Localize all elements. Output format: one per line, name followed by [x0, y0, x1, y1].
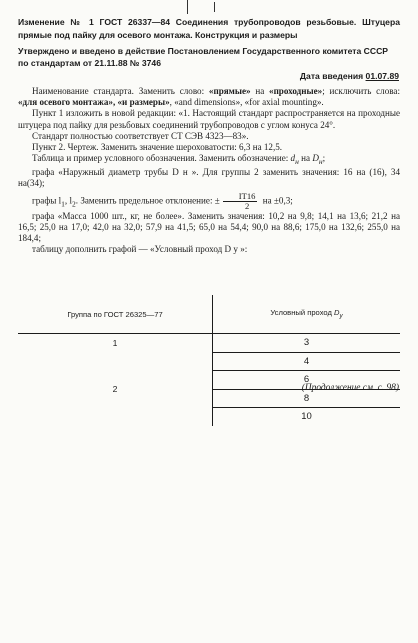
bore-cell: 6: [213, 371, 401, 390]
paragraph-tolerance: графы $l_1$, $l_2$. Заменить предельное отклонение: ± $\frac{IT16}{2}$ на ±0,3;: [32, 190, 293, 211]
paragraph-designation: Таблица и пример условного обозначения. Заменить обозначение: $d_н$ на $D_н$;: [32, 153, 326, 167]
continuation-note: (Продолжение см. с. 98): [301, 383, 399, 393]
column-header-bore: Условный проход $D_у$: [213, 295, 401, 334]
column-header-group: Группа по ГОСТ 26325—77: [18, 295, 213, 334]
bore-cell: 8: [213, 389, 401, 408]
table-row: [18, 352, 400, 371]
binding-mark: [214, 2, 215, 12]
amendment-body: [18, 86, 400, 255]
paragraph-roughness: Пункт 2. Чертеж. Заменить значение шероховатости: 6,3 на 12,5.: [32, 142, 283, 153]
bore-cell: 3: [213, 334, 401, 353]
amendment-title: Изменение № 1 ГОСТ 26337—84 Соединения трубопроводов резьбовые. Штуцера прямые под пайку для осевого монтажа. Конструкция и размеры: [18, 17, 400, 40]
paragraph-title-change: Наименование стандарта. Заменить слово: «прямые» на «проходные»; исключить слова: «для осевого монтажа», «и размеры», «and dimensions», «for axial mounting».: [18, 86, 400, 108]
tolerance-fraction: $\frac{IT16}{2}$: [223, 192, 258, 211]
paragraph-new-column: таблицу дополнить графой — «Условный проход D y »:: [32, 244, 248, 255]
date-label: Дата введения: [299, 71, 364, 81]
approval-note: Утверждено и введено в действие Постановлением Государственного комитета СССР по стандартам от 21.11.88 № 3746: [18, 46, 389, 68]
paragraph-tube-diameter: графа «Наружный диаметр трубы D н ». Для группы 2 заменить значения: 16 на (16), 34 на(34);: [18, 167, 400, 189]
table-header-row: [18, 295, 400, 334]
nominal-bore-table: [18, 295, 400, 426]
group-cell: 2: [112, 383, 118, 394]
date-value: 01.07.89: [365, 71, 399, 81]
paragraph-item1: Пункт 1 изложить в новой редакции: «1. Настоящий стандарт распространяется на проходные штуцера под пайку для резьбовых соединений трубопроводов с углом конуса 24°.: [18, 108, 400, 130]
binding-mark: [187, 0, 188, 14]
table-row: [18, 334, 400, 353]
group-cell: 1: [112, 338, 118, 348]
effective-date: [300, 71, 399, 81]
paragraph-mass: графа «Масса 1000 шт., кг, не более». Заменить значения: 10,2 на 9,8; 14,1 на 13,6; 21,2 на 16,5; 25,0 на 17,0; 42,0 на 32,0; 57,9 на 41,5; 65,0 на 54,4; 90,0 на 88,6; 175,0 на 132,6; 255,0 на 184,4;: [18, 210, 400, 244]
bore-cell: 4: [213, 352, 401, 371]
bore-cell: 10: [213, 408, 401, 426]
paragraph-standard: Стандарт полностью соответствует СТ СЭВ 4323—83».: [32, 130, 249, 141]
